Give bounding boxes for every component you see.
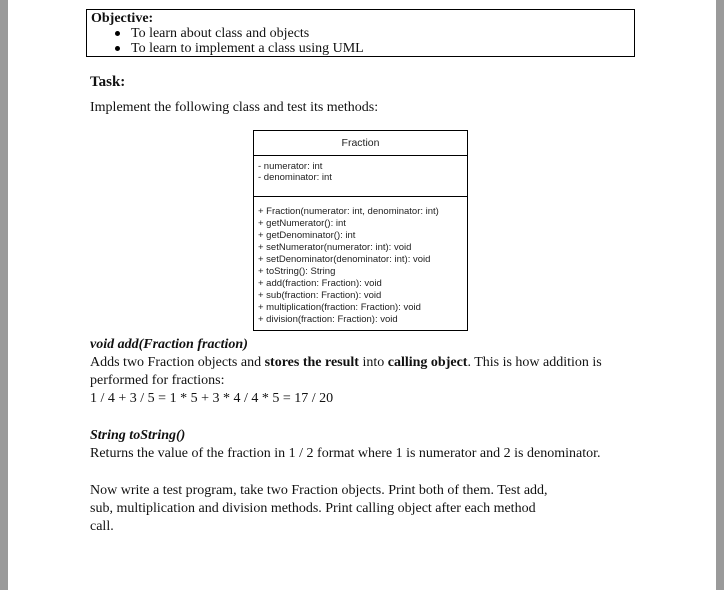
tostring-method-section — [90, 427, 650, 463]
objective-list — [91, 26, 634, 56]
uml-operation: + setDenominator(denominator: int): void — [258, 254, 431, 265]
objective-item: To learn about class and objects — [115, 26, 634, 41]
uml-operation: + Fraction(numerator: int, denominator: int) — [258, 206, 439, 217]
add-method-section — [90, 336, 610, 408]
tostring-method-description: Returns the value of the fraction in 1 / 2 format where 1 is numerator and 2 is denominator. — [90, 446, 601, 461]
uml-operation: + division(fraction: Fraction): void — [258, 314, 398, 325]
uml-operation: + toString(): String — [258, 266, 336, 277]
objective-box — [86, 9, 635, 57]
uml-attributes — [254, 156, 467, 197]
uml-operation: + getDenominator(): int — [258, 230, 356, 241]
uml-operations — [254, 197, 467, 326]
add-method-heading: void add(Fraction fraction) — [90, 337, 248, 352]
document-page — [8, 0, 716, 590]
uml-attribute: - numerator: int — [258, 161, 323, 172]
task-label: Task: — [90, 74, 126, 90]
add-method-description: Adds two Fraction objects and stores the result into calling object. This is how addition is performed for fractions: — [90, 355, 602, 388]
objective-item: To learn to implement a class using UML — [115, 41, 634, 56]
tostring-method-heading: String toString() — [90, 428, 186, 443]
uml-operation: + add(fraction: Fraction): void — [258, 278, 382, 289]
objective-title: Objective: — [91, 11, 154, 26]
uml-operation: + multiplication(fraction: Fraction): void — [258, 302, 421, 313]
uml-operation: + getNumerator(): int — [258, 218, 346, 229]
uml-operation: + sub(fraction: Fraction): void — [258, 290, 382, 301]
add-method-formula: 1 / 4 + 3 / 5 = 1 * 5 + 3 * 4 / 4 * 5 = 17 / 20 — [90, 391, 334, 406]
task-intro: Implement the following class and test its methods: — [90, 100, 379, 115]
uml-class-name: Fraction — [254, 131, 467, 156]
closing-instructions: Now write a test program, take two Fraction objects. Print both of them. Test add, sub, multiplication and division methods. Print calling object after each method call. — [90, 483, 548, 534]
uml-class-diagram — [253, 130, 468, 331]
uml-attribute: - denominator: int — [258, 172, 332, 183]
uml-operation: + setNumerator(numerator: int): void — [258, 242, 412, 253]
